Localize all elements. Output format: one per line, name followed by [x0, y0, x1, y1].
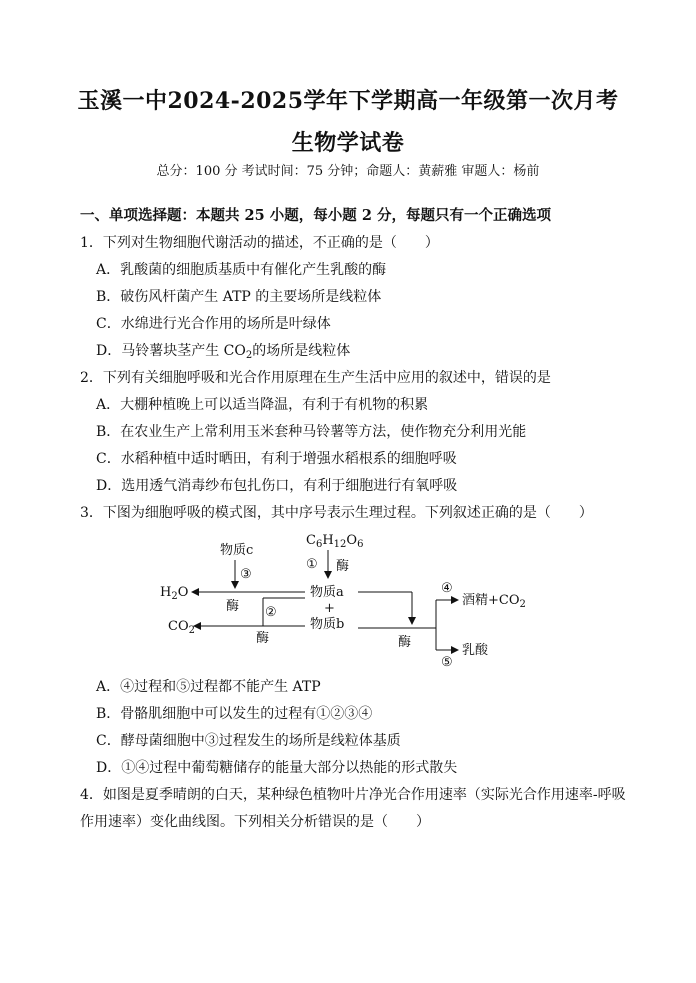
step-2-label: ② — [265, 605, 277, 620]
section-heading: 一、单项选择题：本题共 25 小题，每小题 2 分，每题只有一个正确选项 — [80, 207, 551, 224]
step-1-label: ① — [306, 557, 318, 572]
enzyme-label-4: 酶 — [398, 635, 412, 650]
q2-option-a: A．大棚种植晚上可以适当降温，有利于有机物的积累 — [96, 397, 429, 413]
substance-a-label: 物质a — [310, 585, 344, 600]
q3-option-c: C．酵母菌细胞中③过程发生的场所是线粒体基质 — [96, 733, 401, 749]
step-3-label: ③ — [240, 567, 252, 582]
q1-option-c: C．水绵进行光合作用的场所是叶绿体 — [96, 316, 331, 332]
q2-option-c: C．水稻种植中适时晒田，有利于增强水稻根系的细胞呼吸 — [96, 451, 457, 467]
enzyme-label-2: 酶 — [226, 599, 240, 614]
q3-stem: 3．下图为细胞呼吸的模式图，其中序号表示生理过程。下列叙述正确的是（ ） — [80, 505, 593, 521]
q1-stem: 1．下列对生物细胞代谢活动的描述，不正确的是（ ） — [80, 235, 439, 251]
substance-b-label: 物质b — [310, 617, 345, 632]
exam-meta: 总分：100 分 考试时间：75 分钟；命题人：黄薪雅 审题人：杨前 — [156, 164, 540, 179]
q4-stem-line1: 4．如图是夏季晴朗的白天，某种绿色植物叶片净光合作用速率（实际光合作用速率-呼吸 — [80, 787, 626, 803]
q1-option-a: A．乳酸菌的细胞质基质中有催化产生乳酸的酶 — [96, 262, 387, 278]
enzyme-label-3: 酶 — [256, 631, 270, 646]
q3-option-b: B．骨骼肌细胞中可以发生的过程有①②③④ — [96, 706, 373, 722]
co2-label: $CO_2$ — [168, 619, 195, 636]
q1-option-d: D．马铃薯块茎产生 $CO_2$的场所是线粒体 — [96, 343, 351, 361]
q4-stem-line2: 作用速率）变化曲线图。下列相关分析错误的是（ ） — [80, 814, 430, 830]
glucose-label: $C_6H_{12}O_6$ — [306, 533, 364, 550]
enzyme-label-1: 酶 — [336, 559, 350, 574]
step-4-label: ④ — [441, 581, 453, 596]
respiration-diagram — [160, 530, 540, 670]
q3-option-a: A．④过程和⑤过程都不能产生 ATP — [96, 679, 321, 695]
q1-option-b: B．破伤风杆菌产生 ATP 的主要场所是线粒体 — [96, 289, 382, 305]
exam-subtitle: 生物学试卷 — [291, 130, 405, 156]
q2-option-b: B．在农业生产上常利用玉米套种马铃薯等方法，使作物充分利用光能 — [96, 424, 527, 440]
q2-stem: 2．下列有关细胞呼吸和光合作用原理在生产生活中应用的叙述中，错误的是 — [80, 370, 551, 386]
h2o-label: $H_2O$ — [160, 585, 189, 602]
exam-title: 玉溪一中2024-2025学年下学期高一年级第一次月考 — [77, 88, 619, 114]
q2-option-d: D．选用透气消毒纱布包扎伤口，有利于细胞进行有氧呼吸 — [96, 478, 458, 494]
plus-label: + — [324, 601, 335, 616]
substance-c-label: 物质c — [220, 543, 254, 558]
step-5-label: ⑤ — [441, 655, 453, 670]
q3-option-d: D．①④过程中葡萄糖储存的能量大部分以热能的形式散失 — [96, 760, 458, 776]
lactic-acid-label: 乳酸 — [462, 643, 489, 658]
alcohol-co2-label: 酒精$+CO_2$ — [462, 593, 526, 610]
